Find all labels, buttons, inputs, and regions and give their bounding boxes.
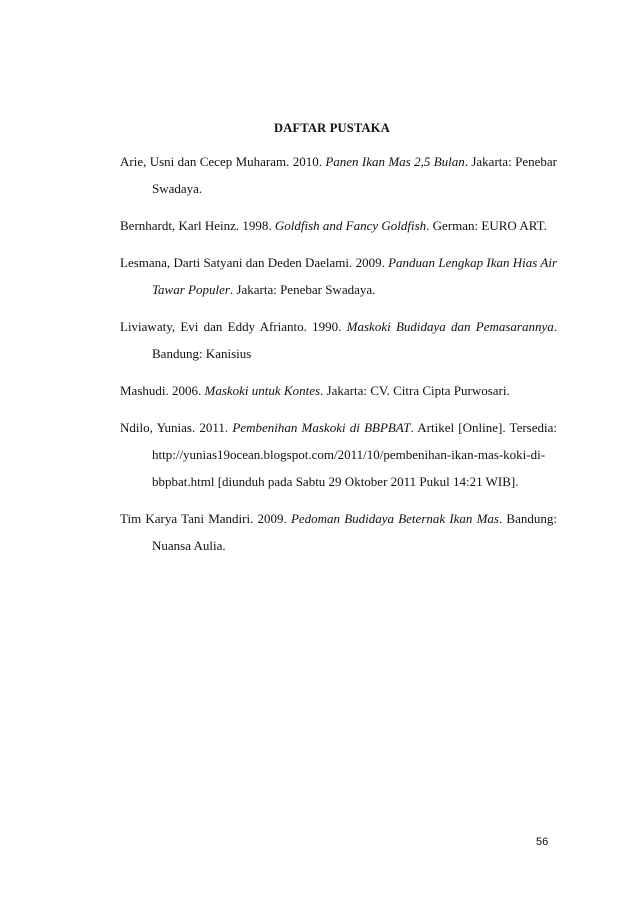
reference-authors: Bernhardt, Karl Heinz. 1998. xyxy=(120,218,275,233)
page-number: 56 xyxy=(536,836,549,848)
reference-authors: Arie, Usni dan Cecep Muharam. 2010. xyxy=(120,154,326,169)
reference-title: Panen Ikan Mas 2,5 Bulan xyxy=(325,154,465,169)
reference-publisher: . Jakarta: Penebar Swadaya. xyxy=(229,282,376,297)
reference-authors: Tim Karya Tani Mandiri. 2009. xyxy=(120,511,291,526)
reference-title: Maskoki Budidaya dan Pemasarannya xyxy=(346,319,554,334)
reference-title: Panduan Lengkap Ikan Hias Air Tawar Populer xyxy=(152,255,557,297)
reference-entry xyxy=(120,148,557,202)
reference-entry xyxy=(120,414,557,495)
reference-publisher: . German: EURO ART. xyxy=(426,218,547,233)
reference-entry xyxy=(120,249,557,303)
reference-title: Maskoki untuk Kontes xyxy=(204,383,321,398)
reference-authors: Liviawaty, Evi dan Eddy Afrianto. 1990. xyxy=(120,319,347,334)
page-title: DAFTAR PUSTAKA xyxy=(274,121,390,135)
reference-entry xyxy=(120,505,557,559)
reference-entry xyxy=(120,212,557,239)
reference-entry xyxy=(120,313,557,367)
reference-entry xyxy=(120,377,557,404)
reference-publisher: . Jakarta: Penebar Swadaya. xyxy=(152,154,557,196)
reference-list xyxy=(120,148,557,569)
reference-authors: Ndilo, Yunias. 2011. xyxy=(120,420,233,435)
reference-authors: Mashudi. 2006. xyxy=(120,383,205,398)
reference-publisher: . Artikel [Online]. Tersedia: http://yunias19ocean.blogspot.com/2011/10/pembenihan-ikan-mas-koki-di-bbpbat.html [diunduh pada Sabtu 29 Oktober 2011 Pukul 14:21 WIB]. xyxy=(152,420,557,489)
reference-title: Goldfish and Fancy Goldfish xyxy=(274,218,427,233)
reference-authors: Lesmana, Darti Satyani dan Deden Daelami. 2009. xyxy=(120,255,389,270)
reference-publisher: . Jakarta: CV. Citra Cipta Purwosari. xyxy=(320,383,510,398)
reference-title: Pedoman Budidaya Beternak Ikan Mas xyxy=(290,511,499,526)
reference-publisher: . Bandung: Kanisius xyxy=(152,319,557,361)
reference-title: Pembenihan Maskoki di BBPBAT xyxy=(232,420,411,435)
reference-publisher: . Bandung: Nuansa Aulia. xyxy=(152,511,557,553)
